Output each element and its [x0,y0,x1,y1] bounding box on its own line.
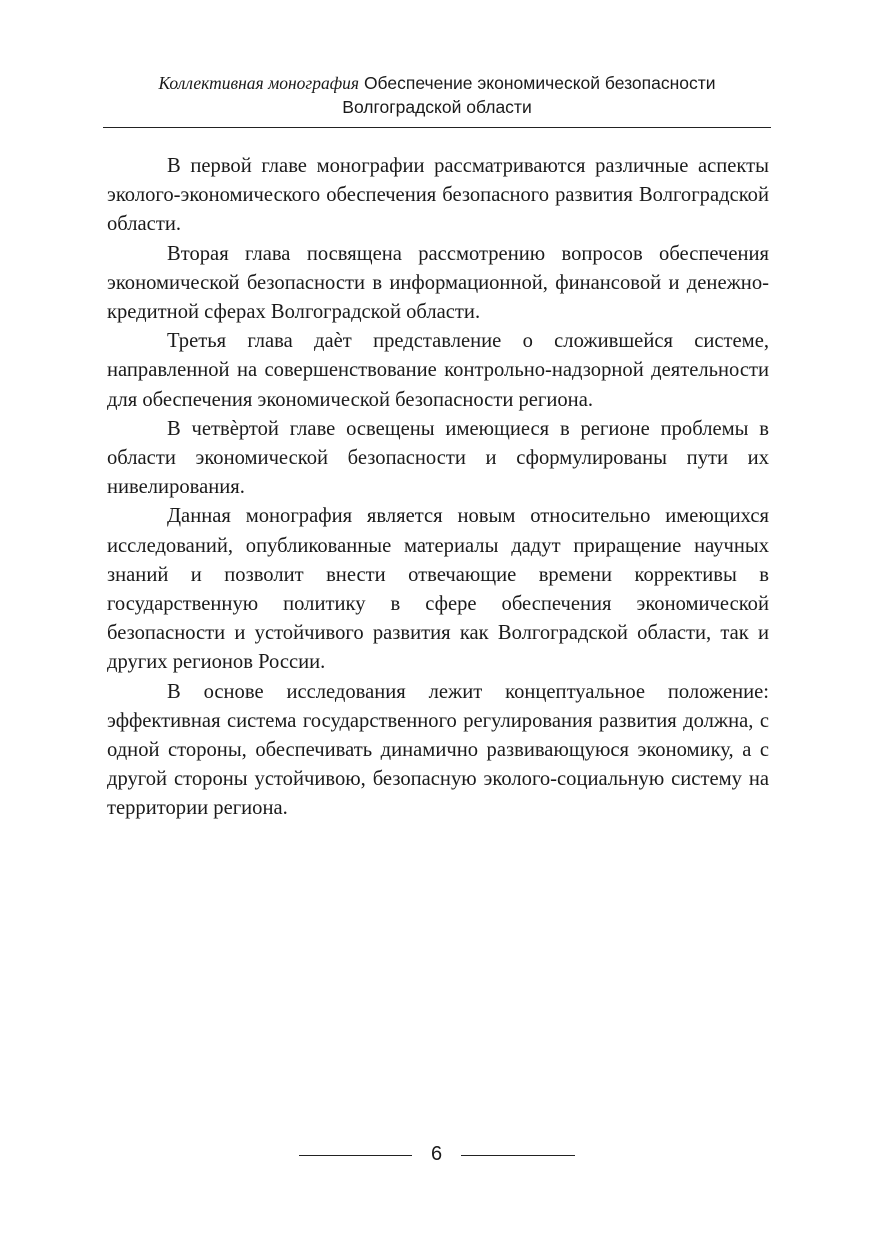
paragraph: В основе исследования лежит концептуальное положение: эффективная система государственного регулирования развития должна, с одной стороны, обеспечивать динамично развивающуюся экономику, а с другой стороны устойчивою, безопасную эколого-социальную систему на территории региона. [107,680,769,820]
running-header-line-1 [103,71,771,95]
header-divider [103,127,771,128]
series-title: Коллективная монография [158,73,360,93]
paragraph: Вторая глава посвящена рассмотрению вопросов обеспечения экономической безопасности в информационной, финансовой и денежно-кредитной сферах Волгоградской области. [107,242,769,324]
paragraph: В четвѐртой главе освещены имеющиеся в регионе проблемы в области экономической безопасности и сформулированы пути их нивелирования. [107,417,769,499]
footer-rule-right [461,1155,575,1156]
paragraph: В первой главе монографии рассматриваются различные аспекты эколого-экономического обеспечения безопасного развития Волгоградской области. [107,155,769,236]
book-title-part-1: Обеспечение экономической безопасности [363,73,716,93]
running-header [103,71,771,119]
footer-rule-left [299,1155,412,1156]
page-number: 6 [430,1143,443,1165]
book-title-part-2: Волгоградской области [342,97,532,117]
paragraph: Третья глава даѐт представление о сложившейся системе, направленной на совершенствование контрольно-надзорной деятельности для обеспечения экономической безопасности региона. [107,330,769,411]
main-text [107,152,769,824]
paragraph: Данная монография является новым относительно имеющихся исследований, опубликованные материалы дадут приращение научных знаний и позволит внести отвечающие времени коррективы в государственную политику в сфере обеспечения экономической безопасности и устойчивого развития как Волгоградской области, так и других регионов России. [107,505,769,674]
page-footer [0,1139,875,1169]
